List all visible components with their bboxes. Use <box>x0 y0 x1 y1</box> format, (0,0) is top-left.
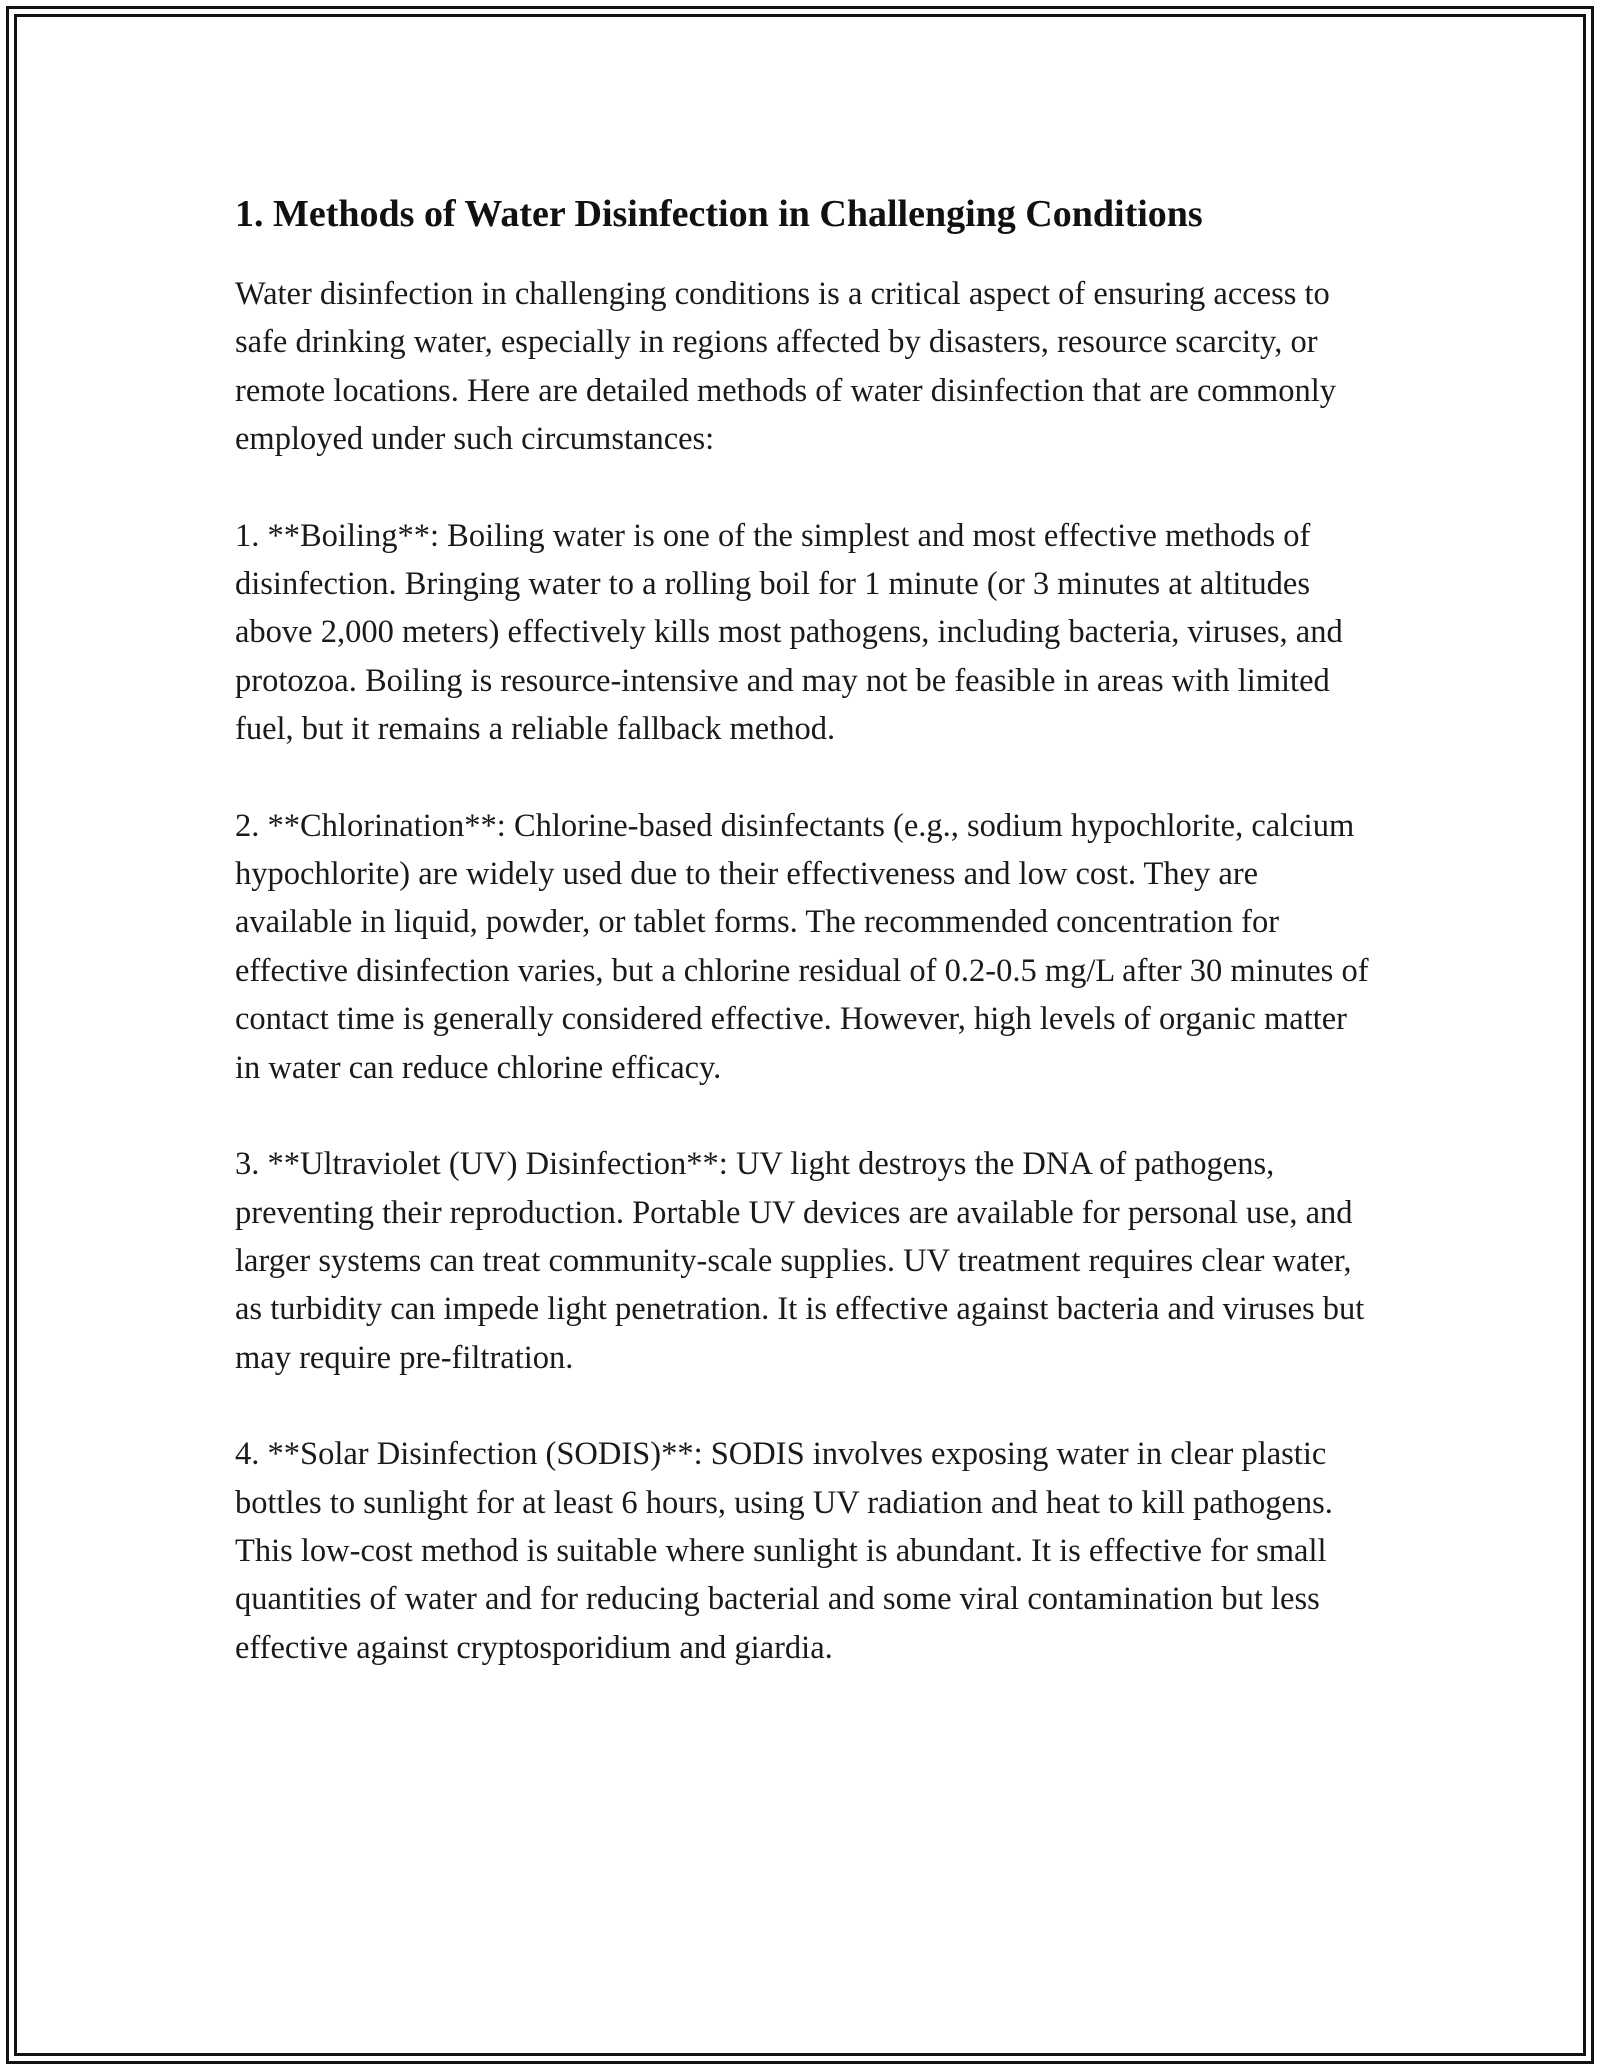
document-body <box>235 186 1375 1720</box>
page-title: 1. Methods of Water Disinfection in Challenging Conditions <box>235 193 1203 235</box>
method-sodis-paragraph: 4. **Solar Disinfection (SODIS)**: SODIS involves exposing water in clear plastic bottles to sunlight for at least 6 hours, using UV radiation and heat to kill pathogens. This low-cost method is suitable where sunlight is abundant. It is effective for small quantities of water and for reducing bacterial and some viral contamination but less effective against cryptosporidium and giardia. <box>235 1436 1333 1666</box>
method-chlorination-paragraph: 2. **Chlorination**: Chlorine-based disinfectants (e.g., sodium hypochlorite, calcium hypochlorite) are widely used due to their effectiveness and low cost. They are available in liquid, powder, or tablet forms. The recommended concentration for effective disinfection varies, but a chlorine residual of 0.2-0.5 mg/L after 30 minutes of contact time is generally considered effective. However, high levels of organic matter in water can reduce chlorine efficacy. <box>235 807 1369 1086</box>
method-uv-paragraph: 3. **Ultraviolet (UV) Disinfection**: UV light destroys the DNA of pathogens, preventing their reproduction. Portable UV devices are available for personal use, and larger systems can treat community-scale supplies. UV treatment requires clear water, as turbidity can impede light penetration. It is effective against bacteria and viruses but may require pre-filtration. <box>235 1146 1365 1376</box>
method-boiling-paragraph: 1. **Boiling**: Boiling water is one of the simplest and most effective methods of disinfection. Bringing water to a rolling boil for 1 minute (or 3 minutes at altitudes above 2,000 meters) effectively kills most pathogens, including bacteria, viruses, and protozoa. Boiling is resource-intensive and may not be feasible in areas with limited fuel, but it remains a reliable fallback method. <box>235 517 1343 748</box>
intro-paragraph: Water disinfection in challenging conditions is a critical aspect of ensuring access to safe drinking water, especially in regions affected by disasters, resource scarcity, or remote locations. Here are detailed methods of water disinfection that are commonly employed under such circumstances: <box>235 276 1336 458</box>
